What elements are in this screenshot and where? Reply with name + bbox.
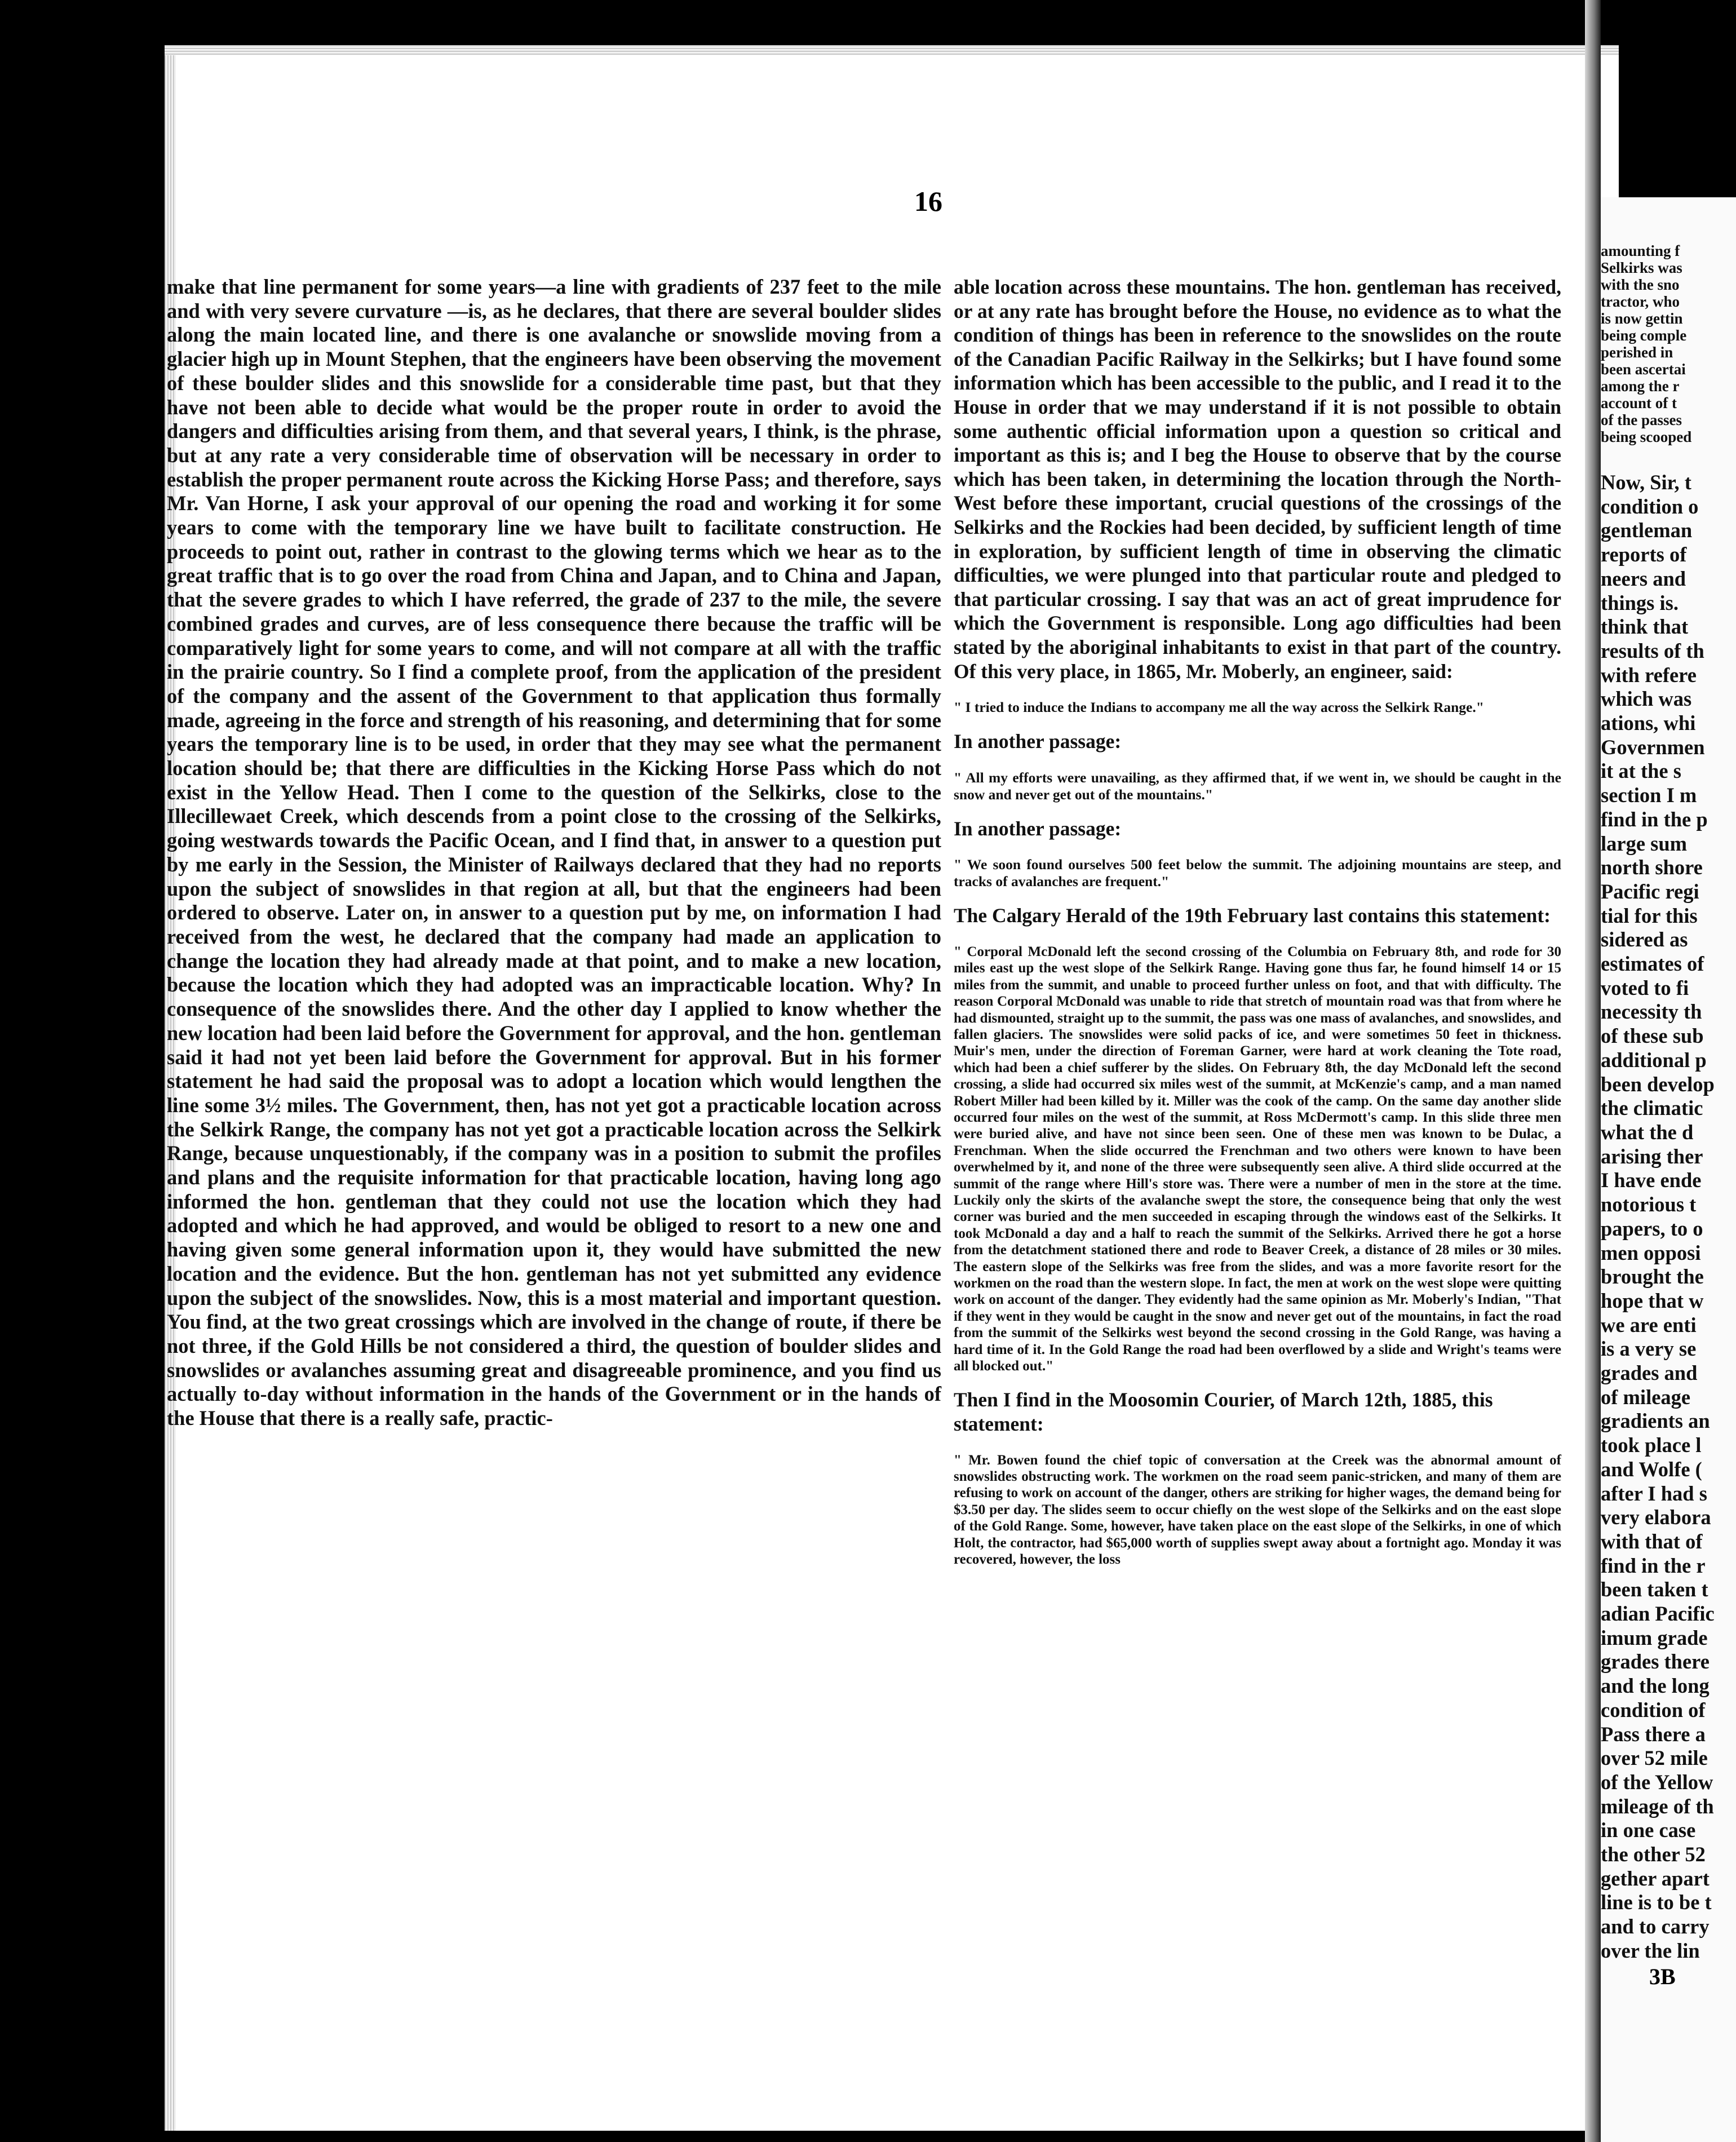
moberly-quote-2: " All my efforts were unavailing, as they affirmed that, if we went in, we should be caught in the snow and never get out of the mountains." (954, 769, 1561, 803)
middle-column (954, 275, 1561, 1581)
adjacent-body-line: been develop (1601, 1072, 1715, 1096)
adjacent-quote-line: amounting f (1601, 242, 1680, 259)
adjacent-body-line: necessity th (1601, 1000, 1702, 1024)
adjacent-body-line: over the lin (1601, 1939, 1700, 1962)
adjacent-body-line: sidered as (1601, 928, 1688, 951)
adjacent-body-line: after I had s (1601, 1481, 1707, 1505)
adjacent-body-line: been taken t (1601, 1578, 1708, 1601)
adjacent-quote-line: is now gettin (1601, 310, 1683, 327)
adjacent-body-line: brought the (1601, 1265, 1704, 1289)
adjacent-body-line: with refere (1601, 663, 1697, 687)
adjacent-body-line: mileage of th (1601, 1794, 1714, 1818)
adjacent-quote-line: with the sno (1601, 276, 1680, 293)
adjacent-body-line: things is. (1601, 591, 1679, 614)
adjacent-body-line: it at the s (1601, 759, 1681, 783)
adjacent-body-line: men opposi (1601, 1241, 1701, 1264)
adjacent-body-line: imum grade (1601, 1626, 1708, 1649)
adjacent-body-line: reports of (1601, 543, 1687, 567)
lead-calgary-herald: The Calgary Herald of the 19th February last contains this statement: (954, 904, 1551, 927)
adjacent-body-line: condition o (1601, 494, 1699, 518)
adjacent-body-line: of mileage (1601, 1385, 1691, 1409)
adjacent-body-line: what the d (1601, 1120, 1694, 1144)
adjacent-body-line: which was (1601, 687, 1692, 711)
adjacent-body-line: section I m (1601, 784, 1697, 807)
adjacent-body-line: of the Yellow (1601, 1770, 1713, 1794)
adjacent-body-line: line is to be t (1601, 1891, 1712, 1914)
calgary-herald-quote: " Corporal McDonald left the second crossing of the Columbia on February 8th, and rode for 30 miles east up the west slope of the Selkirk Range. Having gone thus far, he found himself 14 or 15 miles from the summit, and unable to proceed further unless on foot, and that with difficulty. The reason Corporal McDonald was unable to ride that stretch of mountain road was that from where he had dismounted, straight up to the summit, the pass was one mass of avalanches, and snowslides, and fallen glaciers. The snowslides were solid packs of ice, and were sometimes 50 feet in thickness. Muir's men, under the direction of Foreman Garner, were hard at work cleaning the Tote road, which had been a chief sufferer by the slides. On February 8th, the day McDonald left the second crossing, a slide had occurred six miles west of the summit, at McKenzie's camp, and a man named Robert Miller had been killed by it. Miller was the cook of the camp. On the same day another slide occurred four miles on the west of the summit, at Ross McDermott's camp. In this slide three men were buried alive, and have not since been seen. One of these men was known to be Dulac, a Frenchman. When the slide occurred the Frenchman and two others were known to have been overwhelmed by it, and none of the three were subsequently seen alive. A third slide occurred at the summit of the range where Hill's store was. There were a number of men in the store at the time. Luckily only the skirts of the avalanche swept the store, the consequence being that only the west corner was buried and the men succeeded in escaping through the windows east of the Selkirks. It took McDonald a day and a half to reach the summit of the Selkirks. Arrived there he got a horse from the detatchment stationed there and rode to Beaver Creek, a distance of 28 miles or 30 miles. The eastern slope of the Selkirks was free from the slides, and was a more favorite resort for the workmen on the road than the western slope. In fact, the men at work on the west slope were quitting work on account of the danger. They evidently had the same opinion as Mr. Moberly's Indian, "That if they went in they would be caught in the snow and never get out of the mountains, in fact the road from the summit of the Selkirks west beyond the second crossing in the Gold Range, was having a hard time of it. In the Gold Range the road had been overflowed by a slide and Wright's teams were all blocked out." (954, 944, 1561, 1374)
adjacent-body-line: neers and (1601, 567, 1686, 590)
adjacent-body-line: large sum (1601, 831, 1688, 855)
page-stack-top (165, 45, 1619, 55)
adjacent-body-line: Governmen (1601, 735, 1705, 759)
adjacent-body-line: hope that w (1601, 1289, 1704, 1312)
adjacent-body-line: voted to fi (1601, 976, 1689, 999)
adjacent-body-line: tial for this (1601, 904, 1698, 927)
adjacent-body-line: and the long (1601, 1674, 1710, 1698)
adjacent-body-line: grades there (1601, 1650, 1710, 1674)
signature-mark: 3B (1649, 1964, 1676, 1989)
lead-another-passage-1: In another passage: (954, 730, 1122, 753)
adjacent-body-line: ations, whi (1601, 711, 1696, 735)
adjacent-body-line: over 52 mile (1601, 1746, 1708, 1770)
adjacent-body-line: arising ther (1601, 1144, 1703, 1168)
adjacent-body-line: and to carry (1601, 1915, 1710, 1939)
lead-moosomin-courier: Then I find in the Moosomin Courier, of March 12th, 1885, this statement: (954, 1388, 1493, 1436)
adjacent-body-line: find in the r (1601, 1554, 1706, 1577)
adjacent-body-line: took place l (1601, 1433, 1702, 1457)
adjacent-quote-line: being scooped (1601, 428, 1692, 445)
adjacent-body-line: we are enti (1601, 1313, 1697, 1336)
adjacent-body-line: very elabora (1601, 1506, 1711, 1529)
adjacent-quote-line: tractor, who (1601, 293, 1680, 310)
adjacent-quote-line: being comple (1601, 327, 1687, 344)
adjacent-body-line: condition of (1601, 1698, 1706, 1721)
left-column (167, 275, 941, 1431)
adjacent-body-line: of these sub (1601, 1024, 1704, 1048)
adjacent-body-line: north shore (1601, 856, 1703, 879)
adjacent-body-line: in one case (1601, 1818, 1696, 1842)
adjacent-body-line: additional p (1601, 1048, 1707, 1072)
adjacent-page-body (1601, 471, 1715, 1963)
adjacent-body-line: Now, Sir, t (1601, 471, 1691, 494)
adjacent-body-line: the climatic (1601, 1096, 1703, 1120)
moberly-quote-3: " We soon found ourselves 500 feet below the summit. The adjoining mountains are steep, and tracks of avalanches are frequent." (954, 856, 1561, 890)
adjacent-body-line: gether apart (1601, 1866, 1710, 1890)
adjacent-quote-line: account of t (1601, 395, 1677, 411)
adjacent-quote-line: been ascertai (1601, 361, 1686, 378)
adjacent-body-line: the other 52 (1601, 1843, 1706, 1866)
adjacent-body-line: with that of (1601, 1529, 1703, 1553)
adjacent-body-line: papers, to o (1601, 1216, 1703, 1240)
moberly-quote-1: " I tried to induce the Indians to accompany me all the way across the Selkirk Range." (954, 699, 1484, 716)
adjacent-body-line: gradients an (1601, 1409, 1710, 1433)
adjacent-body-line: find in the p (1601, 807, 1708, 831)
adjacent-body-line: think that (1601, 615, 1689, 639)
adjacent-body-line: is a very se (1601, 1337, 1697, 1361)
adjacent-body-line: adian Pacific (1601, 1602, 1715, 1626)
adjacent-body-line: I have ende (1601, 1169, 1702, 1192)
adjacent-body-line: grades and (1601, 1361, 1698, 1385)
adjacent-body-line: Pacific regi (1601, 879, 1699, 903)
middle-intro-text: able location across these mountains. The hon. gentleman has received, or at any rate has brought before the House, no evidence as to what the condition of things has been in reference to the snowslides on the route of the Canadian Pacific Railway in the Selkirks; but I have found some information which has been accessible to the public, and I read it to the House in order that we may understand if it is not possible to obtain some authentic official information upon a question so critical and important as this is; and I beg the House to observe that by the course which has been taken, in determining the location through the North-West before these important, crucial questions of the crossings of the Selkirks and the Rockies had been decided, by sufficient length of time in exploration, by sufficient length of time in observing the climatic difficulties, we were plunged into that particular route and pledged to that particular crossing. I say that was an act of great imprudence for which the Government is responsible. Long ago difficulties had been stated by the aboriginal inhabitants to exist in that part of the country. Of this very place, in 1865, Mr. Moberly, an engineer, said: (954, 276, 1561, 683)
lead-another-passage-2: In another passage: (954, 817, 1122, 840)
adjacent-body-line: and Wolfe ( (1601, 1457, 1702, 1481)
adjacent-page-quote (1601, 242, 1691, 445)
adjacent-quote-line: among the r (1601, 378, 1680, 395)
page-number: 16 (914, 185, 942, 217)
adjacent-quote-line: of the passes (1601, 411, 1682, 428)
adjacent-body-line: gentleman (1601, 519, 1693, 542)
adjacent-page-fragment (1601, 197, 1736, 2142)
left-column-text: make that line permanent for some years—a line with gradients of 237 feet to the mile and with very severe curvature —is, as he declares, that there are several boulder slides along the main located line, and there is one avalanche or snowslide moving from a glacier high up in Mount Stephen, that the engineers have been observing the movement of these boulder slides and this snowslide for a considerable time past, but that they have not been able to decide what would be the proper route in order to avoid the dangers and difficulties arising from them, and that several years, I think, is the phrase, but at any rate a very considerable time of observation will be necessary in order to establish the proper permanent route across the Kicking Horse Pass; and therefore, says Mr. Van Horne, I ask your approval of our opening the road and working it for some years to come with the temporary line we have built to facilitate construction. He proceeds to point out, rather in contrast to the glowing terms which we hear as to the great traffic that is to go over the road from China and Japan, and to China and Japan, that the severe grades to which I have referred, the grade of 237 to the mile, the severe combined grades and curves, are of less consequence there because the traffic will be comparatively light for some years to come, and will not compare at all with the traffic in the prairie country. So I find a complete proof, from the application of the president of the company and the assent of the Government to that application thus formally made, agreeing in the force and strength of his reasoning, and determining that for some years the temporary line is to be used, in order that they may see what the permanent location should be; that there are difficulties in the Kicking Horse Pass which do not exist in the Yellow Head. Then I come to the question of the Selkirks, close to the Illecillewaet Creek, which descends from a point close to the crossing of the Selkirks, going westwards towards the Pacific Ocean, and I find that, in answer to a question put by me early in the Session, the Minister of Railways declared that they had no reports upon the subject of snowslides in that region at all, but that the engineers had been ordered to observe. Later on, in answer to a question put by me, on information I had received from the west, he declared that the company had made an application to change the location they had already made at that point, and to make a new location, because the location which they had adopted was an impracticable location. Why? In consequence of the snowslides there. And the other day I applied to know whether the new location had been laid before the Government for approval, and the hon. gentleman said it had not yet been laid before the Government for approval. But in his former statement he had said the proposal was to adopt a location which would lengthen the line some 3½ miles. The Government, then, has not yet got a practicable location across the Selkirk Range, the company has not yet got a practicable location across the Selkirk Range, because unquestionably, if the company was in a position to submit the profiles and plans and the requisite information for that practicable location, having long ago informed the hon. gentleman that they could not use the location which they had adopted and which he had approved, and would be obliged to resort to a new one and having given some general information upon it, they would have submitted the new location and the evidence. But the hon. gentleman has not yet submitted any evidence upon the subject of the snowslides. Now, this is a most material and important question. You find, at the two great crossings which are involved in the change of route, if there be not three, if the Gold Hills be not considered a third, the question of boulder slides and snowslides or avalanches assuming great and disagreeable prominence, and you find us actually to-day without information in the hands of the Government or in the hands of the House that there is a really safe, practic- (167, 275, 941, 1430)
moosomin-courier-quote: " Mr. Bowen found the chief topic of conversation at the Creek was the abnormal amount of snowslides obstructing work. The workmen on the road seem panic-stricken, and many of them are refusing to work on account of the danger, others are striking for higher wages, the demand being for $3.50 per day. The slides seem to occur chiefly on the west slope of the Selkirks and on the east slope of the Gold Range. Some, however, have taken place on the east slope of the Selkirks, in one of which Holt, the contractor, had $65,000 worth of supplies swept away about a fortnight ago. Monday it was recovered, however, the loss (954, 1452, 1561, 1568)
adjacent-quote-line: perished in (1601, 344, 1673, 361)
adjacent-body-line: results of th (1601, 639, 1704, 662)
adjacent-body-line: Pass there a (1601, 1722, 1706, 1746)
adjacent-body-line: notorious t (1601, 1193, 1697, 1216)
adjacent-body-line: estimates of (1601, 952, 1704, 976)
adjacent-quote-line: Selkirks was (1601, 259, 1682, 276)
book-gutter (1585, 0, 1601, 2142)
